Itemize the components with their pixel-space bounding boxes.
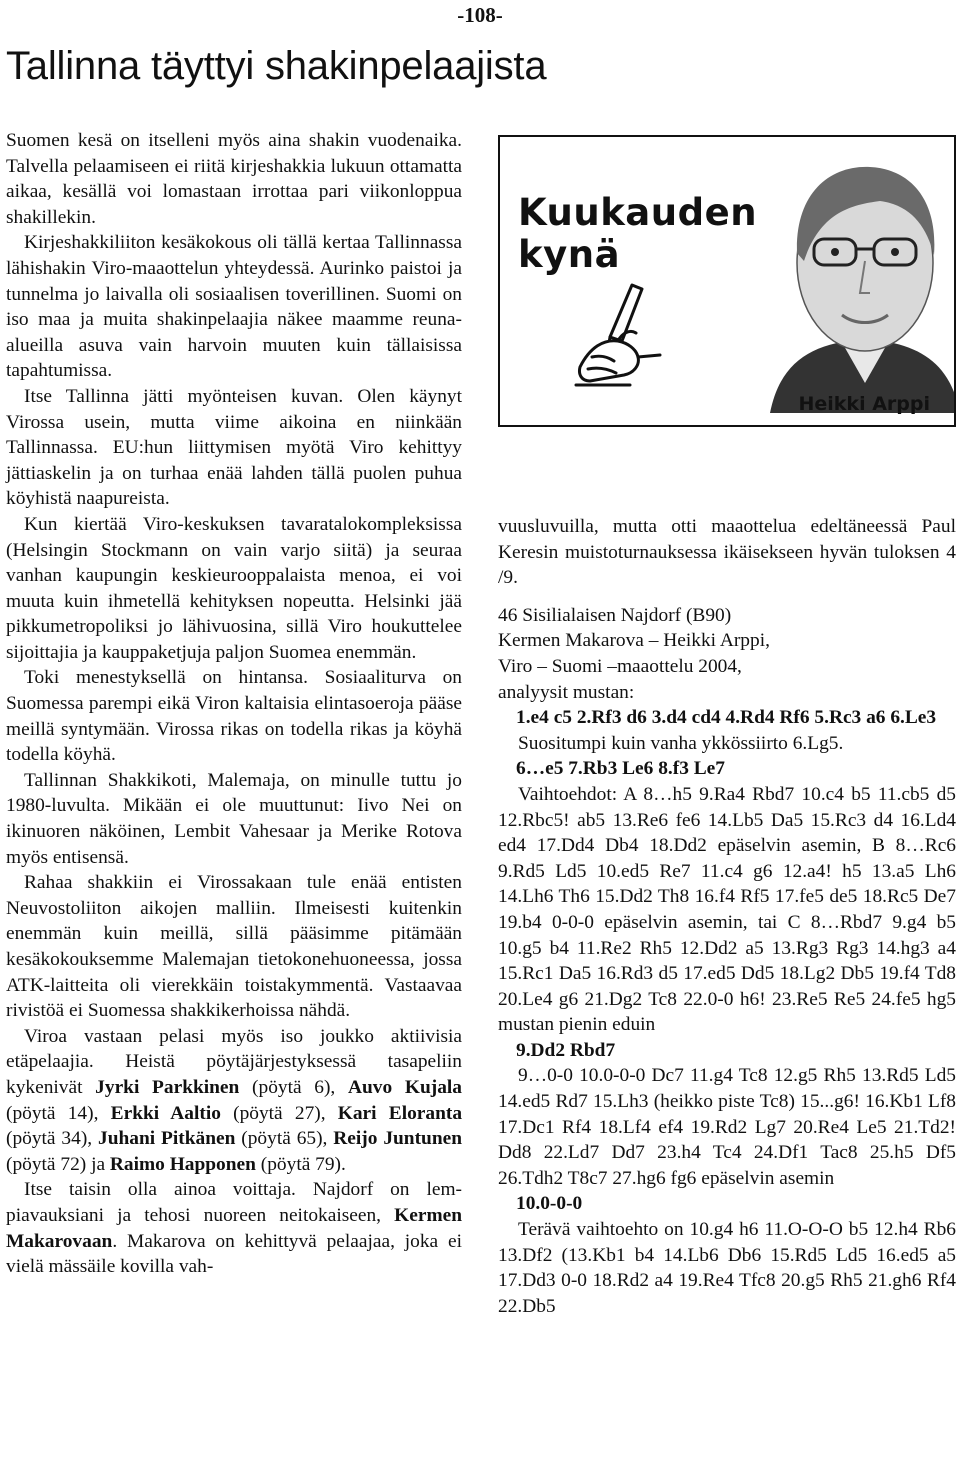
paragraph: vuusluvuilla, mutta otti maaottelua edeltäneessä Paul Keresin muistoturnauksessa ikäisekseen hyvän tuloksen 4 /9. [498, 516, 956, 589]
paragraph: Tallinnan Shakkikoti, Malemaja, on minulle tuttu jo 1980-luvulta. Mikään ei ole muuttunut: Iivo Nei on ikinuoren näköinen, Lembit Vahesaar ja Merike Rotova myös entisensä. [6, 769, 462, 868]
paragraph: Kirjeshakkiliiton kesäkokous oli tällä kertaa Tallinnassa lähishakin Viro-maaottelun yhteydessä. Aurinko paistoi ja tunnelma jo laivalla oli sosiaalisen toverillinen. Suomi on iso maa ja muita shakinpelaajia näkee maamme reunaalueilla asuva vain harvoin muuten kuin tällaisissa tapahtumissa. [6, 232, 462, 382]
article-headline: Tallinna täyttyi shakinpelaajista [6, 44, 547, 88]
columnist-title-line2: kynä [518, 233, 621, 276]
game-moves: 1.e4 c5 2.Rf3 d6 3.d4 cd4 4.Rd4 Rf6 5.Rc3 a6 6.Le3 [516, 707, 937, 729]
author-portrait [770, 143, 956, 413]
opponent-name: Kermen Makarovaan [6, 1204, 462, 1252]
move-comment: 9…0-0 10.0-0-0 Dc7 11.g4 Tc8 12.g5 Rh5 13.Rd5 Ld5 14.ed5 Rd7 15.Lh3 (heikko piste Tc8) 15...g6! 16.Kb1 Lf8 17.Dc1 Rf4 18.Lf4 ef4 19.Rd2 Lg7 20.Re4 Le5 21.Td2! Dd8 22.Ld7 Dd7 23.h4 Tc4 24.Df1 Tac8 25.h5 Df5 26.Tdh2 T8c7 27.hg6 fg6 epäselvin asemin [498, 1065, 956, 1189]
game-header-line: Viro – Suomi –maaottelu 2004, [498, 655, 742, 677]
page-number: -108- [457, 3, 503, 27]
paragraph: Toki menestyksellä on hintansa. Sosiaaliturva on Suomessa parempi eikä Viron kaltaisia elintasoeroja pääse meillä syntymään. Virossa rikas on todella rikas ja köyhä todella köyhä. [6, 667, 462, 766]
move-comment: Vaihtoehdot: A 8…h5 9.Ra4 Rbd7 10.c4 b5 11.cb5 d5 12.Rbc5! ab5 13.Re6 fe6 14.Lb5 Da5 15.Rc3 d4 16.Ld4 ed4 17.Dd4 Db4 18.Dd2 epäselvin asemin, B 8…Rc6 9.Rd5 Ld5 10.ed5 Re7 11.c4 g6 12.a4! h5 13.a5 Lh6 14.Lh6 Th6 15.Dd2 Th8 16.f4 Rf5 17.fe5 de5 18.Rc5 De7 19.b4 0-0-0 epäselvin asemin, tai C 8…Rbd7 9.g4 b5 10.g5 b4 11.Re2 Rh5 12.Dd2 a5 13.Rg3 Rg3 14.hg3 a4 15.Rc1 Da5 16.Rd3 d5 17.ed5 Dd5 18.Lg2 Db5 19.f4 Td8 20.Le4 g6 21.Dg2 Tc8 22.0-0 h6! 23.Re5 Re5 24.fe5 hg5 mustan pienin eduin [498, 783, 956, 1036]
player-name: Raimo Happonen [109, 1153, 256, 1175]
columnist-title [518, 192, 757, 276]
paragraph: Kun kiertää Viro-keskuksen tavaratalokompleksissa (Helsingin Stockmann on vain varjo siitä) ja seuraa vanhan kaupungin keskieurooppalaista menoa, ei voi muuta kuin ihmetellä kehityksen nopeutta. Helsinki jää pikkumetropoliksi jo lähivuosina, sillä Viro houkuttelee sijoittajia ja kauppaketjuja paljon Suomea enemmän. [6, 513, 462, 663]
left-column [6, 128, 462, 1280]
game-header-line: 46 Sisilialaisen Najdorf (B90) [498, 604, 732, 626]
columnist-title-line1: Kuukauden [518, 191, 758, 234]
paragraph: Rahaa shakkiin ei Virossakaan tule enää entisten Neuvostoliiton aikojen malliin. Ilmeisesti kuitenkin enemmän kuin meillä, sillä pääsimme pitämään kesäkokouksemme Malemajan tietokonehuoneessa, jossa ATK-laitteita oli vierekkäin toistakymmentä. Vastaavaa rivistöä ei Suomessa shakkikerhoissa nähdä. [6, 872, 462, 1022]
player-name: Auvo Kujala [348, 1076, 462, 1098]
player-name: Reijo Juntunen [333, 1128, 462, 1150]
move-comment: Terävä vaihtoehto on 10.g4 h6 11.O-O-O b5 12.h4 Rb6 13.Df2 (13.Kb1 b4 14.Lb6 Db6 15.Rd5 Ld5 16.ed5 a5 17.Dd3 0-0 18.Rd2 a4 19.Re4 Tfc8 20.g5 Rh5 21.gh6 Rf4 22.Db5 [498, 1219, 956, 1317]
player-table: (pöytä 65), [235, 1128, 334, 1150]
columnist-box [498, 135, 956, 427]
player-table: (pöytä 14), [6, 1102, 111, 1124]
player-name: Juhani Pitkänen [98, 1128, 236, 1150]
player-table: (pöytä 72) ja [6, 1153, 110, 1175]
player-name: Kari Eloranta [337, 1102, 463, 1124]
paragraph: Itse Tallinna jätti myönteisen kuvan. Olen käynyt Virossa usein, mutta viime aikoina en niinkään Tallinnassa. EU:hun liittymisen myötä Viro kehittyy jättiaskelin ja on turhaa enää lahden tällä puolen puhua köyhistä naapureista. [6, 385, 462, 510]
final-text-a: Itse taisin olla ainoa voittaja. Najdorf on lempiavauksiani ja tehosi nuoreen neitokaiseen, [6, 1179, 462, 1226]
final-paragraph [6, 1177, 462, 1279]
player-name: Erkki Aaltio [110, 1102, 221, 1124]
game-moves: 6…e5 7.Rb3 Le6 8.f3 Le7 [516, 758, 725, 780]
game-header-line: analyysit mustan: [498, 681, 635, 703]
players-intro: Viroa vastaan pelasi myös iso joukko aktiivisia etäpelaajia. Heistä pöytäjärjestyksessä tasapeliin kykenivät [6, 1025, 462, 1098]
final-text-b: . Makarova on kehittyvä pelaajaa, joka ei vielä mässäile kovilla vah- [6, 1230, 462, 1278]
players-paragraph [6, 1024, 462, 1178]
player-name: Jyrki Parkkinen [95, 1076, 240, 1098]
right-column [498, 514, 956, 1319]
player-table: (pöytä 79). [255, 1153, 346, 1175]
player-table: (pöytä 34), [6, 1128, 99, 1150]
player-table: (pöytä 6), [239, 1076, 348, 1098]
paragraph: Suomen kesä on itselleni myös aina shakin vuodenaika. Talvella pelaamiseen ei riitä kirjeshakkia lukuun ottamatta aikaa, kesällä voi lomastaan irrottaa pari viikonloppua shakillekin. [6, 130, 462, 228]
game-header-line: Kermen Makarova – Heikki Arppi, [498, 630, 770, 652]
game-moves: 9.Dd2 Rbd7 [516, 1039, 616, 1061]
hand-writing-pen-icon [570, 277, 690, 397]
player-table: (pöytä 27), [220, 1102, 338, 1124]
columnist-name: Heikki Arppi [798, 393, 930, 415]
game-moves: 10.0-0-0 [516, 1193, 583, 1215]
move-comment: Suositumpi kuin vanha ykkössiirto 6.Lg5. [518, 732, 844, 754]
